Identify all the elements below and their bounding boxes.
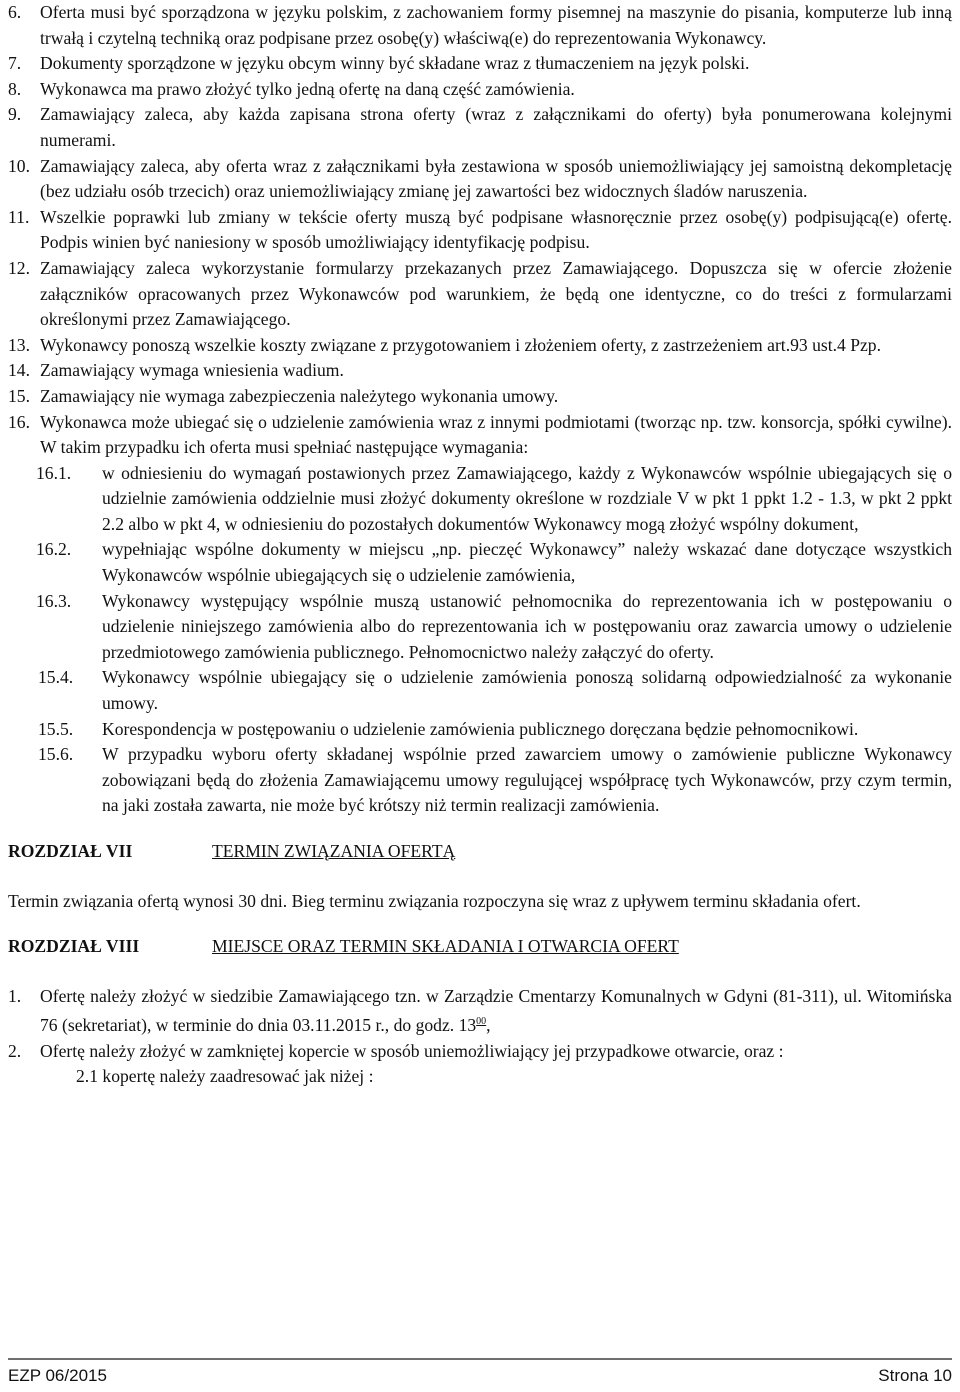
item-number: 7. (8, 53, 22, 74)
sub-item-text: wypełniając wspólne dokumenty w miejscu „np. pieczęć Wykonawcy” należy wskazać dane dotyczące wszystkich Wykonawców wspólnie ubiegających się o udzielenie zamówienia, (102, 539, 952, 586)
item-text: Zamawiający wymaga wniesienia wadium. (40, 360, 344, 381)
item-text: Wykonawca może ubiegać się o udzielenie zamówienia wraz z innymi podmiotami (tworząc np. tzw. konsorcja, spółki cywilne). W takim przypadku ich oferta musi spełniać następujące wymagania: (40, 411, 952, 458)
list-item (8, 51, 952, 77)
chapter-title: TERMIN ZWIĄZANIA OFERTĄ (212, 841, 456, 861)
chapter-7-paragraph: Termin związania ofertą wynosi 30 dni. Bieg terminu związania rozpoczyna się wraz z upływem terminu składania ofert. (8, 890, 861, 911)
sub-item-text: Korespondencja w postępowaniu o udzielenie zamówienia publicznego doręczana będzie pełnomocnikowi. (102, 718, 859, 739)
sub-list-item (8, 589, 952, 666)
sub-item-address: 2.1 kopertę należy zaadresować jak niżej : (76, 1066, 374, 1087)
item-text: Oferta musi być sporządzona w języku polskim, z zachowaniem formy pisemnej na maszynie do pisania, komputerze lub inną trwałą i czytelną techniką oraz podpisane przez osobę(y) właściwą(e) do reprezentowania Wykonawcy. (40, 2, 952, 48)
item-text (40, 984, 952, 1039)
sub-list-item (8, 461, 952, 538)
item-text: Zamawiający zaleca, aby każda zapisana strona oferty (wraz z załącznikami do oferty) była ponumerowana kolejnymi numerami. (40, 104, 952, 150)
item-text: Wykonawcy ponoszą wszelkie koszty związane z przygotowaniem i złożeniem oferty, z zastrzeżeniem art.93 ust.4 Pzp. (40, 334, 881, 355)
list-item (8, 410, 952, 461)
item-number: 13. (8, 334, 30, 355)
deadline-punct: , (486, 1015, 491, 1036)
item-number: 14. (8, 360, 30, 381)
item-number: 15. (8, 385, 30, 406)
sub-item-number: 15.4. (38, 667, 74, 688)
item-number: 10. (8, 155, 30, 176)
sub-list-item (8, 717, 952, 743)
document-page (8, 0, 952, 1392)
deadline-text: Ofertę należy złożyć w siedzibie Zamawiającego tzn. w Zarządzie Cmentarzy Komunalnych w Gdyni (81-311), ul. Witomińska 76 (sekretariat), w terminie do dnia 03.11.2015 r., do godz. 13 (40, 985, 952, 1036)
item-number: 6. (8, 2, 22, 22)
item-number: 16. (8, 411, 30, 432)
item-number: 12. (8, 257, 30, 278)
sub-item-number: 15.6. (38, 744, 74, 765)
item-number: 1. (8, 985, 22, 1006)
item-number: 9. (8, 104, 22, 125)
list-item (8, 984, 952, 1039)
item-text: Dokumenty sporządzone w języku obcym winny być składane wraz z tłumaczeniem na język polski. (40, 53, 750, 74)
chapter-title: MIEJSCE ORAZ TERMIN SKŁADANIA I OTWARCIA OFERT (212, 936, 679, 957)
sub-item-number: 15.5. (38, 718, 74, 739)
list-item (8, 205, 952, 256)
item-number: 8. (8, 78, 22, 99)
document-reference: EZP 06/2015 (8, 1366, 107, 1385)
list-item (8, 102, 952, 153)
list-item (8, 333, 952, 359)
list-item (8, 358, 952, 384)
sub-list-item (8, 742, 952, 819)
list-item (8, 1039, 952, 1065)
sub-list-item (8, 665, 952, 716)
sub-list-item (8, 537, 952, 588)
sub-item-number: 16.1. (36, 462, 72, 483)
item-number: 11. (8, 206, 30, 227)
chapter-8-heading (8, 934, 952, 960)
list-item (8, 77, 952, 103)
list-item (8, 0, 952, 51)
sub-item-text: Wykonawcy wspólnie ubiegający się o udzielenie zamówienia ponoszą solidarną odpowiedzialność za wykonanie umowy. (102, 667, 952, 714)
item-text: Ofertę należy złożyć w zamkniętej kopercie w sposób uniemożliwiający jej przypadkowe otwarcie, oraz : (40, 1040, 784, 1061)
item-text: Zamawiający nie wymaga zabezpieczenia należytego wykonania umowy. (40, 385, 559, 406)
sub-item-number: 16.2. (36, 539, 72, 560)
deadline-minutes: 00 (476, 1016, 487, 1028)
list-item (8, 154, 952, 205)
list-item (8, 384, 952, 410)
sub-item-text: Wykonawcy występujący wspólnie muszą ustanowić pełnomocnika do reprezentowania ich w postępowaniu o udzielenie niniejszego zamówienia albo do reprezentowania ich w postępowaniu oraz zawarcia umowy o udzielenie przedmiotowego zamówienia publicznego. Pełnomocnictwo należy załączyć do oferty. (102, 590, 952, 662)
item-text: Zamawiający zaleca, aby oferta wraz z załącznikami była zestawiona w sposób uniemożliwiający jej samoistną dekompletację (bez udziału osób trzecich) oraz uniemożliwiający zmianę jej zawartości bez widocznych śladów naruszenia. (40, 155, 952, 202)
item-number: 2. (8, 1040, 22, 1061)
sub-item-text: w odniesieniu do wymagań postawionych przez Zamawiającego, każdy z Wykonawców wspólnie ubiegających się o udzielnie zamówienia oddzielnie musi złożyć dokumenty określone w rozdziale V w pkt 1 ppkt 1.2 - 1.3, w pkt 2 ppkt 2.2 albo w pkt 4, w odniesieniu do pozostałych dokumentów Wykonawcy mogą złożyć wspólny dokument, (102, 462, 952, 534)
chapter-label: ROZDZIAŁ VII (8, 841, 133, 861)
page-footer (8, 1358, 952, 1386)
item-text: Zamawiający zaleca wykorzystanie formularzy przekazanych przez Zamawiającego. Dopuszcza się w ofercie złożenie załączników opracowanych przez Wykonawców pod warunkiem, że będą one identyczne, co do treści z formularzami określonymi przez Zamawiającego. (40, 257, 952, 330)
sub-item-number: 16.3. (36, 590, 72, 611)
list-item (8, 256, 952, 333)
item-text: Wszelkie poprawki lub zmiany w tekście oferty muszą być podpisane własnoręcznie przez osobę(y) podpisującą(e) ofertę. Podpis winien być naniesiony w sposób umożliwiający identyfikację podpisu. (40, 206, 952, 253)
chapter-7-heading (8, 839, 952, 865)
document-body (8, 0, 952, 1090)
chapter-label: ROZDZIAŁ VIII (8, 936, 140, 957)
item-text: Wykonawca ma prawo złożyć tylko jedną ofertę na daną część zamówienia. (40, 78, 575, 99)
sub-item-text: W przypadku wyboru oferty składanej wspólnie przed zawarciem umowy o zamówienie publiczne Wykonawcy zobowiązani będą do złożenia Zamawiającemu umowy regulującej współpracę tych Wykonawców, przy czym termin, na jaki została zawarta, nie może być krótszy niż termin realizacji zamówienia. (102, 744, 952, 816)
page-number: Strona 10 (878, 1366, 952, 1385)
